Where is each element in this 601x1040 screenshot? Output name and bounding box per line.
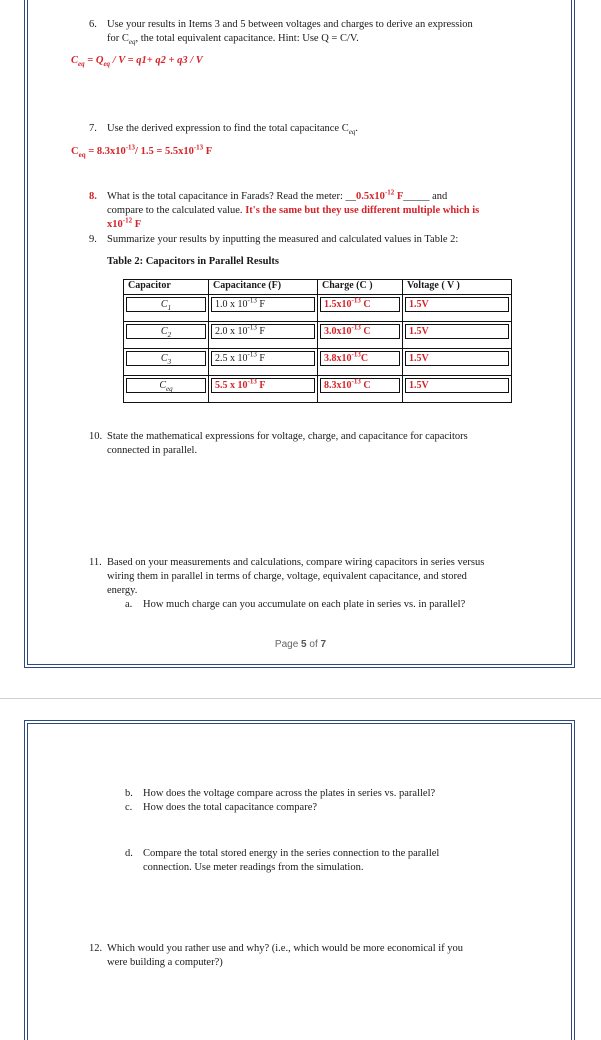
- page-separator: [0, 698, 601, 699]
- row-capacitor: $C_2$: [124, 322, 209, 349]
- q11-line2: wiring them in parallel in terms of charge, voltage, equivalent capacitance, and stored: [107, 571, 467, 582]
- table-caption: Table 2: Capacitors in Parallel Results: [107, 256, 279, 267]
- q7-number: 7.: [89, 123, 97, 134]
- q11d-label: d.: [125, 848, 133, 859]
- q11a-label: a.: [125, 599, 133, 610]
- header-voltage: Voltage ( V ): [403, 280, 512, 295]
- row-charge: $3.8x10^{-13}C$: [318, 349, 403, 376]
- q9-number: 9.: [89, 234, 97, 245]
- row-capacitance: 2.0 x $10^{-13}$ F: [209, 322, 318, 349]
- row-capacitor: $C_{eq}$: [124, 376, 209, 403]
- q11c-label: c.: [125, 802, 133, 813]
- q8-line1: What is the total capacitance in Farads? Read the meter: $\_\_0.5x10^{-12}$ F_____ and: [107, 188, 448, 202]
- q11-number: 11.: [89, 557, 102, 568]
- table-row: [124, 349, 512, 376]
- row-voltage: 1.5V: [403, 322, 512, 349]
- q10-line1: State the mathematical expressions for voltage, charge, and capacitance for capacitors: [107, 431, 468, 442]
- q6-line2: for $C_{eq}$, the total equivalent capacitance. Hint: Use Q = C/V.: [107, 33, 359, 47]
- q11c-text: How does the total capacitance compare?: [143, 802, 318, 813]
- q11d-line2: connection. Use meter readings from the simulation.: [143, 862, 364, 873]
- q11a-text: How much charge can you accumulate on each plate in series vs. in parallel?: [143, 599, 466, 610]
- row-voltage: 1.5V: [403, 349, 512, 376]
- page-number: Page 5 of 7: [274, 639, 327, 650]
- q12-number: 12.: [89, 943, 103, 954]
- row-charge: $8.3x10^{-13}$ C: [318, 376, 403, 403]
- q6-number: 6.: [89, 19, 97, 30]
- meter-reading: $0.5x10^{-12}$ F: [355, 188, 404, 202]
- q10-line2: connected in parallel.: [107, 445, 198, 456]
- q11-line3: energy.: [107, 585, 138, 596]
- row-capacitor: $C_3$: [124, 349, 209, 376]
- q8-number: 8.: [89, 191, 97, 202]
- q11b-label: b.: [125, 788, 133, 799]
- table-row: [124, 295, 512, 322]
- row-charge: $3.0x10^{-13}$ C: [318, 322, 403, 349]
- row-capacitor: $C_1$: [124, 295, 209, 322]
- q11b-text: How does the voltage compare across the plates in series vs. parallel?: [143, 788, 436, 799]
- row-voltage: 1.5V: [403, 295, 512, 322]
- q8-line2: compare to the calculated value. It's the same but they use different multiple which is: [107, 205, 480, 216]
- q9-text: Summarize your results by inputting the measured and calculated values in Table 2:: [107, 234, 459, 245]
- table-header-row: [124, 280, 512, 295]
- q7-answer: $C_{eq} = 8.3x10^{-13}/$ $1.5 = 5.5x10^{-13}$ F: [71, 143, 213, 160]
- q7-line1: Use the derived expression to find the total capacitance $C_{eq}$.: [107, 123, 358, 137]
- table-row: [124, 376, 512, 403]
- header-capacitor: Capacitor: [124, 280, 209, 295]
- row-capacitance: 1.0 x $10^{-13}$ F: [209, 295, 318, 322]
- page-6-frame: [24, 720, 575, 1040]
- q12-line2: were building a computer?): [107, 957, 223, 968]
- q10-number: 10.: [89, 431, 103, 442]
- results-table: [123, 279, 512, 403]
- q6-answer: $C_{eq} = Q_{eq} / V = q1+ q2 + q3 / V$: [71, 55, 203, 69]
- q12-line1: Which would you rather use and why? (i.e., which would be more economical if you: [107, 943, 464, 954]
- row-capacitance: 2.5 x $10^{-13}$ F: [209, 349, 318, 376]
- q6-line1: Use your results in Items 3 and 5 between voltages and charges to derive an expression: [107, 19, 473, 30]
- q11d-line1: Compare the total stored energy in the series connection to the parallel: [143, 848, 440, 859]
- q11-line1: Based on your measurements and calculations, compare wiring capacitors in series versus: [107, 557, 485, 568]
- header-charge: Charge (C ): [318, 280, 403, 295]
- row-voltage: 1.5V: [403, 376, 512, 403]
- row-capacitance: 5.5 x $10^{-13}$ F: [209, 376, 318, 403]
- header-capacitance: Capacitance (F): [209, 280, 318, 295]
- table-row: [124, 322, 512, 349]
- q8-line3: $x10^{-12}$ F: [107, 216, 142, 230]
- row-charge: $1.5x10^{-13}$ C: [318, 295, 403, 322]
